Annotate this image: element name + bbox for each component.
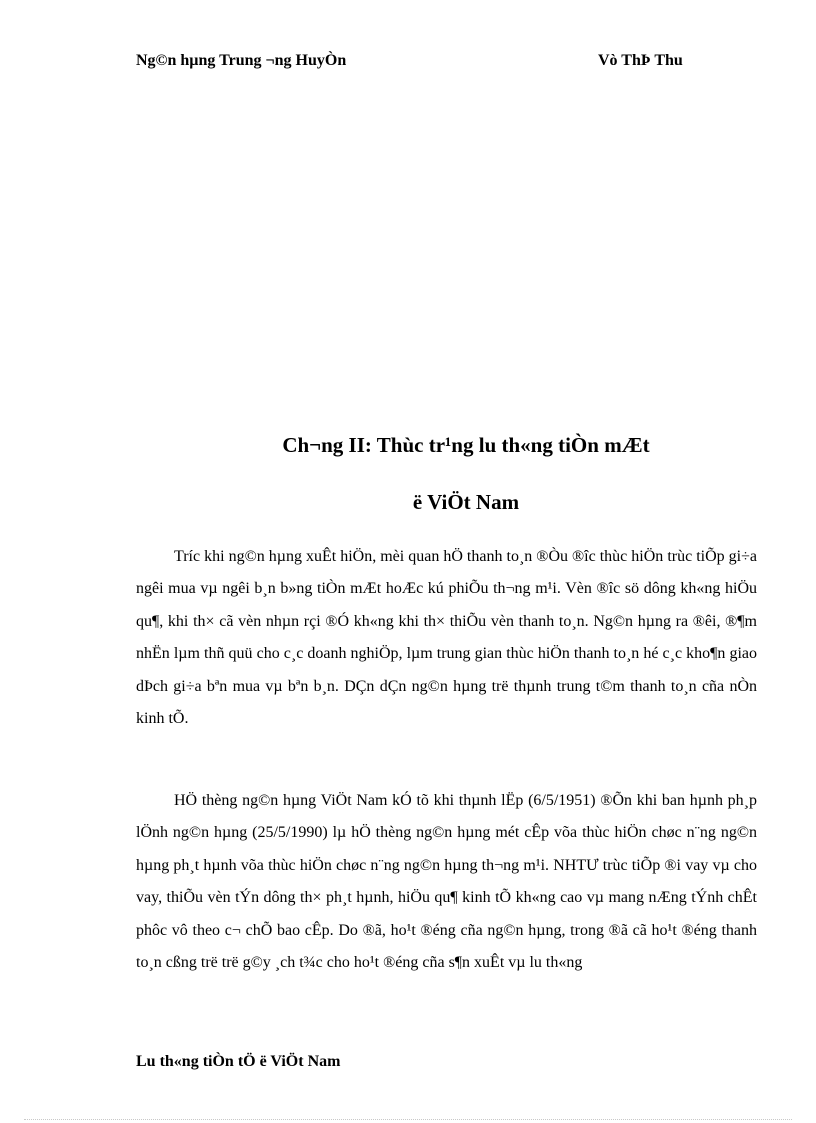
page-footer-divider: [24, 1119, 792, 1120]
section-heading: Lu th«ng tiÒn tÖ ë ViÖt Nam: [136, 1053, 341, 1070]
header-author-name: Vò ThÞ Thu: [598, 52, 683, 69]
chapter-title: Ch¬ng II: Thùc tr¹ng lu th«ng tiÒn mÆt: [282, 433, 650, 457]
header-org-name: Ng©n hµng Trung ¬ng HuyÒn: [136, 52, 347, 69]
chapter-subtitle: ë ViÖt Nam: [412, 490, 520, 514]
body-paragraph-2: HÖ thèng ng©n hµng ViÖt Nam kÓ tõ khi thµnh lËp (6/5/1951) ®Õn khi ban hµnh ph¸p lÖnh ng©n hµng (25/5/1990) lµ hÖ thèng ng©n hµng mét cÊp võa thùc hiÖn chøc n¨ng ng©n hµng ph¸t hµnh võa thùc hiÖn chøc n¨ng ng©n hµng th¬ng m¹i. NHTƯ trùc tiÕp ®i vay vµ cho vay, thiÕu vèn tÝn dông th× ph¸t hµnh, hiÖu qu¶ kinh tÕ kh«ng cao vµ mang nÆng tÝnh chÊt phôc vô theo c¬ chÕ bao cÊp. Do ®ã, ho¹t ®éng cña ng©n hµng, trong ®ã cã ho¹t ®éng thanh to¸n cßng trë trë g©y ¸ch t¾c cho ho¹t ®éng cña s¶n xuÊt vµ lu th«ng: [136, 792, 757, 972]
body-paragraph-1: Tríc khi ng©n hµng xuÊt hiÖn, mèi quan hÖ thanh to¸n ®Òu ®îc thùc hiÖn trùc tiÕp gi÷a ngêi mua vµ ngêi b¸n b»ng tiÒn mÆt hoÆc kú phiÕu th¬ng m¹i. Vèn ®îc sö dông kh«ng hiÖu qu¶, khi th× cã vèn nhµn rçi ®Ó kh«ng khi th× thiÕu vèn thanh to¸n. Ng©n hµng ra ®êi, ®¶m nhËn lµm thñ quü cho c¸c doanh nghiÖp, lµm trung gian thùc hiÖn thanh to¸n hé c¸c kho¶n giao dÞch gi÷a bªn mua vµ bªn b¸n. DÇn dÇn ng©n hµng trë thµnh trung t©m thanh to¸n cña nÒn kinh tÕ.: [136, 548, 757, 728]
